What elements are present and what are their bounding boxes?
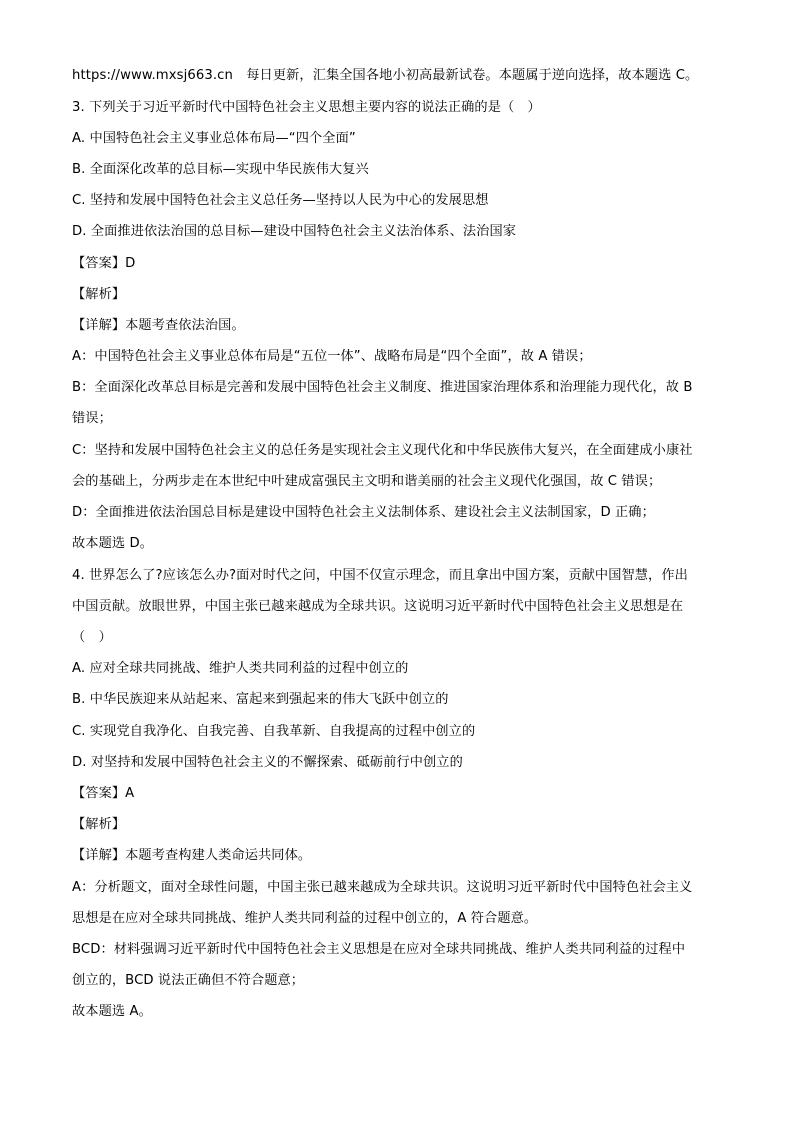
question-4-stem-line1: 4. 世界怎么了?应该怎么办?面对时代之问，中国不仅宣示理念，而且拿出中国方案，贡献中国智慧，作出 <box>72 568 688 583</box>
q4-detail-intro: 【详解】本题考查构建人类命运共同体。 <box>72 848 312 863</box>
question-4-stem-line3: （ ） <box>72 630 112 645</box>
q4-answer: 【答案】A <box>72 786 135 801</box>
q4-detail-a-line2: 思想是在应对全球共同挑战、维护人类共同利益的过程中创立的，A 符合题意。 <box>72 911 538 926</box>
q3-answer: 【答案】D <box>72 256 136 271</box>
q3-detail-b-line1: B：全面深化改革总目标是完善和发展中国特色社会主义制度、推进国家治理体系和治理能力现代化，故 B <box>72 380 693 395</box>
question-3-stem: 3. 下列关于习近平新时代中国特色社会主义思想主要内容的说法正确的是（ ） <box>72 100 541 115</box>
q3-detail-d: D：全面推进依法治国总目标是建设中国特色社会主义法制体系、建设社会主义法制国家，D 正确； <box>72 505 655 520</box>
q3-detail-c-line1: C：坚持和发展中国特色社会主义的总任务是实现社会主义现代化和中华民族伟大复兴，在全面建成小康社 <box>72 443 693 458</box>
q4-option-c: C. 实现党自我净化、自我完善、自我革新、自我提高的过程中创立的 <box>72 724 476 739</box>
q3-option-c: C. 坚持和发展中国特色社会主义总任务—坚持以人民为中心的发展思想 <box>72 193 489 208</box>
q4-detail-bcd-line1: BCD：材料强调习近平新时代中国特色社会主义思想是在应对全球共同挑战、维护人类共同利益的过程中 <box>72 942 686 957</box>
q3-option-b: B. 全面深化改革的总目标—实现中华民族伟大复兴 <box>72 162 369 177</box>
q3-option-a: A. 中国特色社会主义事业总体布局—“四个全面” <box>72 131 356 146</box>
q3-analysis-heading: 【解析】 <box>72 287 126 302</box>
q4-option-d: D. 对坚持和发展中国特色社会主义的不懈探索、砥砺前行中创立的 <box>72 755 463 770</box>
q4-analysis-heading: 【解析】 <box>72 817 126 832</box>
question-4-stem-line2: 中国贡献。放眼世界，中国主张已越来越成为全球共识。这说明习近平新时代中国特色社会主义思想是在 <box>72 599 684 614</box>
q4-option-a: A. 应对全球共同挑战、维护人类共同利益的过程中创立的 <box>72 661 409 676</box>
q4-conclusion: 故本题选 A。 <box>72 1004 152 1019</box>
q3-conclusion: 故本题选 D。 <box>72 536 153 551</box>
q3-detail-c-line2: 会的基础上，分两步走在本世纪中叶建成富强民主文明和谐美丽的社会主义现代化强国，故 C 错误； <box>72 474 662 489</box>
q4-detail-bcd-line2: 创立的，BCD 说法正确但不符合题意； <box>72 973 305 988</box>
q3-detail-intro: 【详解】本题考查依法治国。 <box>72 318 245 333</box>
header-source-line: https://www.mxsj663.cn 每日更新，汇集全国各地小初高最新试卷。本题属于逆向选择，故本题选 C。 <box>72 68 699 83</box>
q4-option-b: B. 中华民族迎来从站起来、富起来到强起来的伟大飞跃中创立的 <box>72 692 449 707</box>
q3-option-d: D. 全面推进依法治国的总目标—建设中国特色社会主义法治体系、法治国家 <box>72 224 517 239</box>
q3-detail-b-line2: 错误； <box>72 411 112 426</box>
q4-detail-a-line1: A：分析题文，面对全球性问题，中国主张已越来越成为全球共识。这说明习近平新时代中国特色社会主义 <box>72 880 693 895</box>
q3-detail-a: A：中国特色社会主义事业总体布局是“五位一体”、战略布局是“四个全面”，故 A 错误； <box>72 349 592 364</box>
